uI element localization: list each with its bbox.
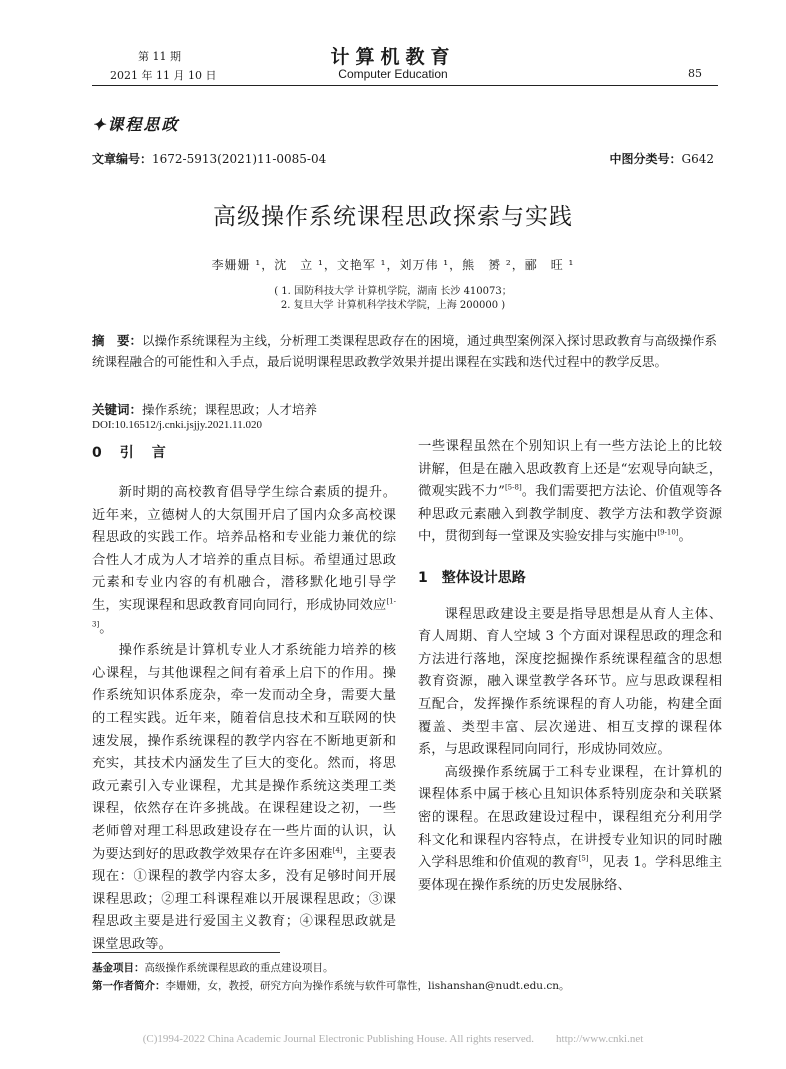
paragraph-text: 操作系统是计算机专业人才系统能力培养的核心课程，与其他课程之间有着承上启下的作用。操作系统知识体系庞杂，牵一发而动全身，需要大量的工程实践。近年来，随着信息技术和互联网的快速发展，操作系统课程的教学内容在不断地更新和充实，其技术内涵发生了巨大的变化。然而，将思政元素引入专业课程，尤其是操作系统这类理工类课程，依然存在许多挑战。在课程建设之初，一些老师曾对理工科思政建设存在一些片面的认识，认为要达到好的思政教学效果存在许多困难 xyxy=(92,643,396,862)
section-heading-design: 1 整体设计思路 xyxy=(418,569,526,586)
author-list: 李姗姗 ¹，沈 立 ¹，文艳军 ¹，刘万伟 ¹，熊 赟 ²，郦 旺 ¹ xyxy=(211,258,575,272)
paragraph xyxy=(92,640,396,956)
footnote-rule xyxy=(92,952,280,953)
citation: [9-10] xyxy=(657,528,679,537)
clc-number xyxy=(609,150,714,167)
paragraph-text: 新时期的高校教育倡导学生综合素质的提升。近年来，立德树人的大氛围开启了国内众多高校课程思政的实践工作。培养品格和专业能力兼优的综合性人才成为人才培养的重点目标。希望通过思政元素和专业内容的有机融合，潜移默化地引导学生，实现课程和思政教育同向同行，形成协同效应 xyxy=(92,485,396,613)
left-column xyxy=(92,445,396,956)
funding-note xyxy=(92,960,334,975)
section-heading-intro: 0 引 言 xyxy=(92,445,168,461)
issue-number: 第 11 期 xyxy=(138,50,181,63)
paragraph-text: 。 xyxy=(99,620,113,636)
right-column xyxy=(418,436,722,897)
paragraph xyxy=(92,482,396,640)
article-number xyxy=(92,150,326,167)
journal-subtitle: Computer Education xyxy=(338,67,448,81)
author-note-text: 李姗姗，女，教授，研究方向为操作系统与软件可靠性，lishanshan@nudt.edu.cn。 xyxy=(165,980,570,992)
funding-label: 基金项目： xyxy=(92,962,145,974)
abstract xyxy=(92,330,718,372)
keywords-text: 操作系统；课程思政；人才培养 xyxy=(142,402,318,417)
paragraph-text: ，见表 1。学科思维主要体现在操作系统的历史发展脉络、 xyxy=(418,855,722,893)
clc-label: 中图分类号： xyxy=(609,152,682,166)
paper-title: 高级操作系统课程思政探索与实践 xyxy=(213,204,573,230)
doi: DOI:10.16512/j.cnki.jsjjy.2021.11.020 xyxy=(92,419,262,431)
abstract-label: 摘 要： xyxy=(92,333,143,348)
citation: [5-8] xyxy=(504,483,522,492)
citation: [1-3] xyxy=(92,597,396,629)
citation: [5] xyxy=(578,854,589,863)
affiliation-2: 2. 复旦大学 计算机科学技术学院，上海 200000 ) xyxy=(280,300,506,311)
article-number-value: 1672-5913(2021)11-0085-04 xyxy=(152,152,327,166)
abstract-text: 以操作系统课程为主线，分析理工类课程思政存在的困境，通过典型案例深入探讨思政教育与高级操作系统课程融合的可能性和入手点，最后说明课程思政教学效果并提出课程在实践和迭代过程中的教学反思。 xyxy=(92,333,718,369)
keywords-label: 关键词： xyxy=(92,402,143,417)
keywords xyxy=(92,400,718,418)
paragraph-text: ，主要表现在：①课程的教学内容太多，没有足够时间开展课程思政；②理工科课程难以开展课程思政；③课程思政主要是进行爱国主义教育；④课程思政就是课堂思政等。 xyxy=(92,846,396,952)
author-note-label: 第一作者简介： xyxy=(92,980,166,992)
paragraph xyxy=(418,762,722,898)
page-number: 85 xyxy=(688,67,702,80)
paragraph xyxy=(418,436,722,549)
article-number-label: 文章编号： xyxy=(92,152,153,166)
affiliation-1: ( 1. 国防科技大学 计算机学院，湖南 长沙 410073； xyxy=(274,286,512,297)
paragraph-text: 。我们需要把方法论、价值观等各种思政元素融入到教学制度、教学方法和教学资源中，贯彻到每一堂课及实验安排与实施中 xyxy=(418,484,722,545)
author-note xyxy=(92,978,570,993)
paragraph: 课程思政建设主要是指导思想是从育人主体、育人周期、育人空域 3 个方面对课程思政的理念和方法进行落地，深度挖掘操作系统课程蕴含的思想教育资源，融入课堂教学各环节。应与思政课程相互配合，发挥操作系统课程的育人功能，构建全面覆盖、类型丰富、层次递进、相互支撑的课程体系，与思政课程同向同行，形成协同效应。 xyxy=(418,606,722,758)
column-tag: ✦课程思政 xyxy=(92,115,180,134)
funding-text: 高级操作系统课程思政的重点建设项目。 xyxy=(144,962,334,974)
issue-date: 2021 年 11 月 10 日 xyxy=(110,69,217,82)
copyright-footer: (C)1994-2022 China Academic Journal Electronic Publishing House. All rights reserved. http://www.cnki.net xyxy=(142,1033,644,1045)
paragraph-text: 。 xyxy=(678,529,692,545)
paragraph-text: 一些课程虽然在个别知识上有一些方法论上的比较讲解，但是在融入思政教育上还是“宏观导向缺乏，微观实践不力” xyxy=(418,439,722,500)
header-rule xyxy=(92,85,718,86)
clc-value: G642 xyxy=(681,152,714,166)
journal-title: 计算机教育 xyxy=(330,46,456,68)
citation: [4] xyxy=(332,846,343,855)
paragraph-text: 高级操作系统属于工科专业课程，在计算机的课程体系中属于核心且知识体系特别庞杂和关联紧密的课程。在思政建设过程中，课程组充分利用学科文化和课程内容特点，在讲授专业知识的同时融入学科思维和价值观的教育 xyxy=(418,764,722,871)
